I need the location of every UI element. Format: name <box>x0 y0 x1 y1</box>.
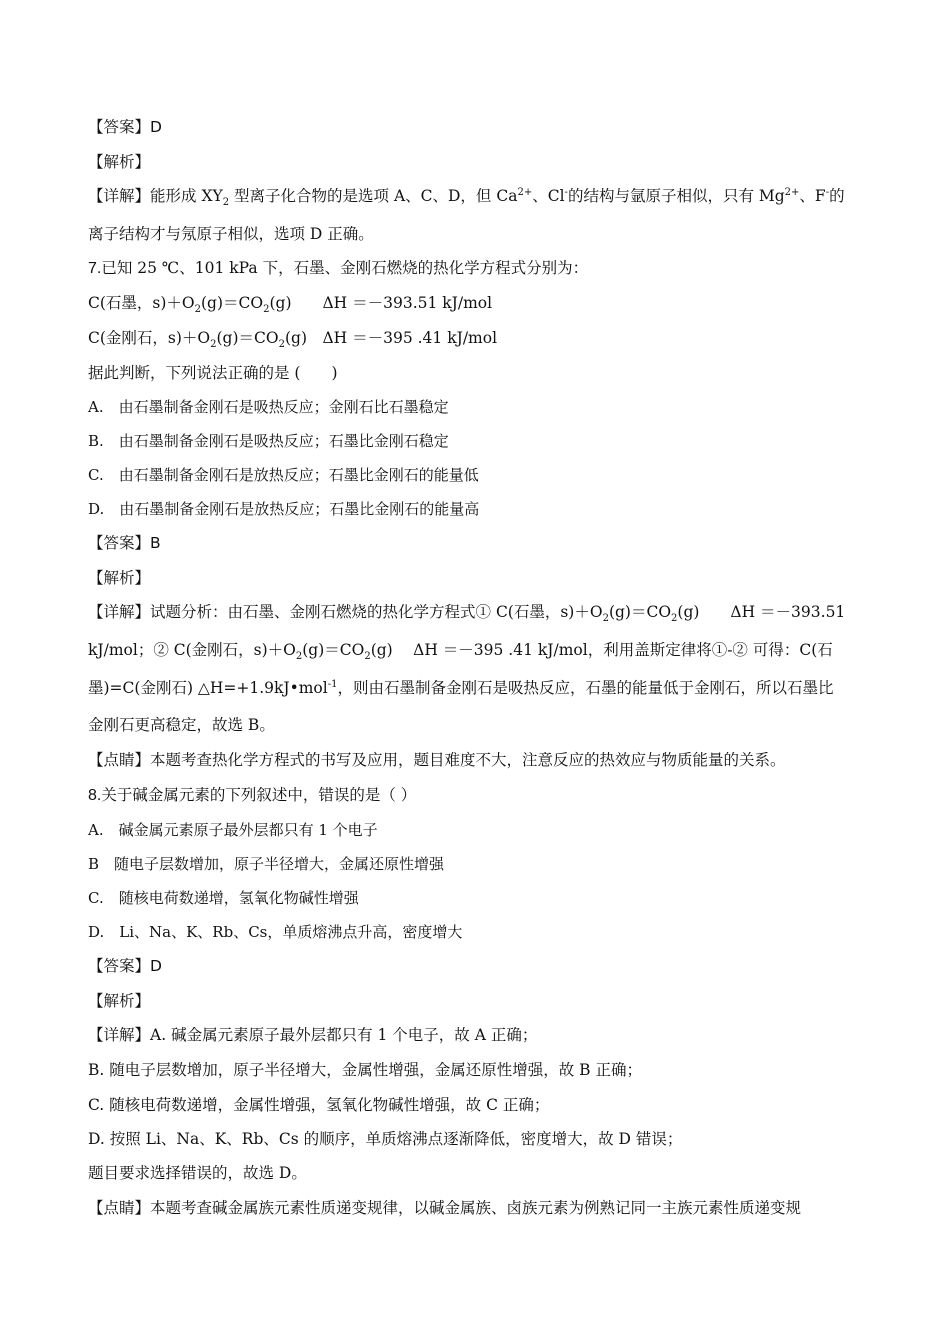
answer-value: D <box>150 118 162 136</box>
q7-detail-line-3: 墨)=C(金刚石) △H=+1.9kJ•mol$^{-1}$，则由石墨制备金刚石是吸热反应，石墨的能量低于金刚石，所以石墨比 <box>88 678 834 697</box>
q6-detail-line-2: 离子结构才与氖原子相似，选项 D 正确。 <box>88 225 374 243</box>
answer-label: 【答案】 <box>88 957 151 975</box>
question-number: 8. <box>88 787 102 804</box>
q8-detail-line-3: C. 随核电荷数递增，金属性增强，氢氧化物碱性增强，故 C 正确； <box>88 1096 550 1114</box>
q6-detail-line-1: 【详解】能形成 $XY_2$ 型离子化合物的是选项 A、C、D，但 $Ca^{2+}$、Cl-的结构与氩原子相似，只有 $Mg^{2+}$、F-的 <box>88 186 845 209</box>
question-number: 7. <box>88 260 102 277</box>
q8-detail-line-5: 题目要求选择错误的，故选 D。 <box>88 1164 307 1182</box>
q8-option-a: A. 碱金属元素原子最外层都只有 1 个电子 <box>88 821 378 839</box>
q8-detail-line-2: B. 随电子层数增加，原子半径增大，金属性增强，金属还原性增强，故 B 正确； <box>88 1061 642 1079</box>
q7-option-c: C. 由石墨制备金刚石是放热反应；石墨比金刚石的能量低 <box>88 466 479 484</box>
q6-answer-line <box>88 117 162 137</box>
comment-label: 【点睛】 <box>88 1199 151 1217</box>
detail-label: 【详解】 <box>88 603 151 621</box>
detail-label: 【详解】 <box>88 187 151 205</box>
q8-detail-line-4: D. 按照 Li、Na、K、Rb、Cs 的顺序，单质熔沸点逐渐降低，密度增大，故 D 错误； <box>88 1130 683 1148</box>
q8-detail-line-1: 【详解】A. 碱金属元素原子最外层都只有 1 个电子，故 A 正确； <box>88 1026 538 1044</box>
q7-option-b: B. 由石墨制备金刚石是吸热反应；石墨比金刚石稳定 <box>88 432 449 450</box>
q6-analysis-label: 【解析】 <box>88 153 151 171</box>
detail-label: 【详解】 <box>88 1026 151 1044</box>
answer-label: 【答案】 <box>88 118 151 136</box>
q7-option-a: A. 由石墨制备金刚石是吸热反应；金刚石比石墨稳定 <box>88 398 449 416</box>
q7-detail-line-1: 【详解】试题分析：由石墨、金刚石燃烧的热化学方程式① C(石墨，$s)+O_2(g)=CO_2(g)$ ΔH ＝－393.51 <box>88 603 846 625</box>
answer-value: B <box>150 534 161 552</box>
q8-option-c: C. 随核电荷数递增，氢氧化物碱性增强 <box>88 889 359 907</box>
q8-stem: 8.关于碱金属元素的下列叙述中，错误的是（ ） <box>88 786 417 804</box>
q8-option-b: B 随电子层数增加，原子半径增大，金属还原性增强 <box>88 855 445 873</box>
q7-detail-line-2: kJ/mol；② C(金刚石，$s)+O_2(g)=CO_2(g)$ ΔH ＝－395 .41 kJ/mol，利用盖斯定律将①-② 可得：C(石 <box>88 641 833 663</box>
answer-value: D <box>150 957 162 975</box>
q7-option-d: D. 由石墨制备金刚石是放热反应；石墨比金刚石的能量高 <box>88 500 480 518</box>
q7-detail-line-4: 金刚石更高稳定，故选 B。 <box>88 716 275 734</box>
q8-option-d: D. Li、Na、K、Rb、Cs，单质熔沸点升高，密度增大 <box>88 923 463 941</box>
q7-analysis-label: 【解析】 <box>88 569 151 587</box>
q7-answer-line <box>88 533 161 553</box>
answer-label: 【答案】 <box>88 534 151 552</box>
q7-equation-1: C(石墨，$s)+O_2(g)=CO_2(g)$ ΔH ＝－393.51 kJ/mol <box>88 294 493 316</box>
q8-analysis-label: 【解析】 <box>88 992 151 1010</box>
q7-comment: 【点睛】本题考查热化学方程式的书写及应用，题目难度不大，注意反应的热效应与物质能量的关系。 <box>88 751 786 769</box>
comment-label: 【点睛】 <box>88 751 151 769</box>
q7-stem: 7.已知 25 ℃、101 kPa 下，石墨、金刚石燃烧的热化学方程式分别为： <box>88 259 589 277</box>
q7-equation-2: C(金刚石，$s)+O_2(g)=CO_2(g)$ ΔH ＝－395 .41 kJ/mol <box>88 329 498 351</box>
q8-answer-line <box>88 956 162 976</box>
q7-question: 据此判断，下列说法正确的是 ( ) <box>88 364 338 382</box>
q8-comment: 【点睛】本题考查碱金属族元素性质递变规律，以碱金属族、卤族元素为例熟记同一主族元素性质递变规 <box>88 1199 802 1217</box>
